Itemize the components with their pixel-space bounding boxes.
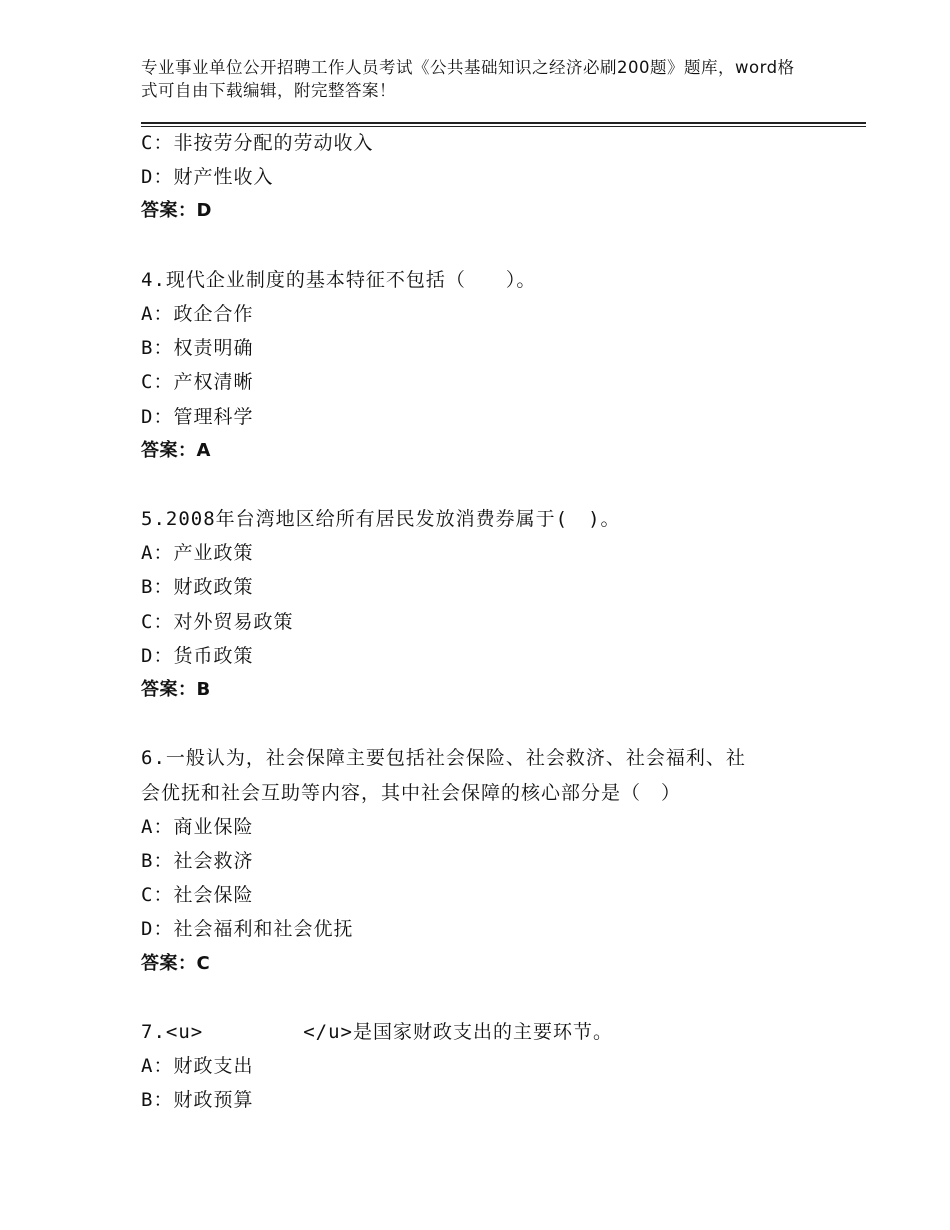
answer-line: 答案：A xyxy=(141,439,211,461)
option-c: C：对外贸易政策 xyxy=(141,610,294,633)
question-stem: 6.一般认为，社会保障主要包括社会保险、社会救济、社会福利、社 xyxy=(141,747,746,770)
option-a: A：政企合作 xyxy=(141,302,254,325)
option-d: D：社会福利和社会优抚 xyxy=(141,918,354,941)
question-stem: 4.现代企业制度的基本特征不包括（ ）。 xyxy=(141,268,537,291)
question-block-3 xyxy=(141,126,841,229)
option-d: D：财产性收入 xyxy=(141,166,274,189)
answer-line: 答案：C xyxy=(141,952,211,974)
question-stem: 5.2008年台湾地区给所有居民发放消费券属于( )。 xyxy=(141,508,621,531)
option-a: A：财政支出 xyxy=(141,1055,254,1078)
question-block-4 xyxy=(141,263,841,468)
option-b: B：权责明确 xyxy=(141,337,254,360)
header-rule-thick xyxy=(141,122,866,124)
question-block-5 xyxy=(141,502,841,707)
question-stem-continued: 会优抚和社会互助等内容，其中社会保障的核心部分是（ ） xyxy=(141,781,682,804)
answer-line: 答案：B xyxy=(141,679,211,700)
option-c: C：产权清晰 xyxy=(141,371,254,394)
question-list xyxy=(141,126,841,1117)
option-a: A：产业政策 xyxy=(141,542,254,565)
header-title: 专业事业单位公开招聘工作人员考试《公共基础知识之经济必刷200题》题库，word格式可自由下载编辑，附完整答案！ xyxy=(141,58,795,100)
option-b: B：财政预算 xyxy=(141,1089,254,1112)
answer-line: 答案：D xyxy=(141,200,212,222)
option-c: C：社会保险 xyxy=(141,884,254,907)
question-block-6 xyxy=(141,741,841,980)
document-header xyxy=(141,56,801,102)
option-d: D：管理科学 xyxy=(141,405,254,428)
option-d: D：货币政策 xyxy=(141,644,254,667)
question-block-7 xyxy=(141,1015,841,1118)
spacer xyxy=(141,468,841,502)
option-a: A：商业保险 xyxy=(141,815,254,838)
option-c: C：非按劳分配的劳动收入 xyxy=(141,132,374,154)
option-b: B：财政政策 xyxy=(141,576,254,599)
spacer xyxy=(141,229,841,263)
spacer xyxy=(141,981,841,1015)
question-stem: 7.<u> </u>是国家财政支出的主要环节。 xyxy=(141,1020,613,1043)
option-b: B：社会救济 xyxy=(141,849,254,872)
spacer xyxy=(141,707,841,741)
